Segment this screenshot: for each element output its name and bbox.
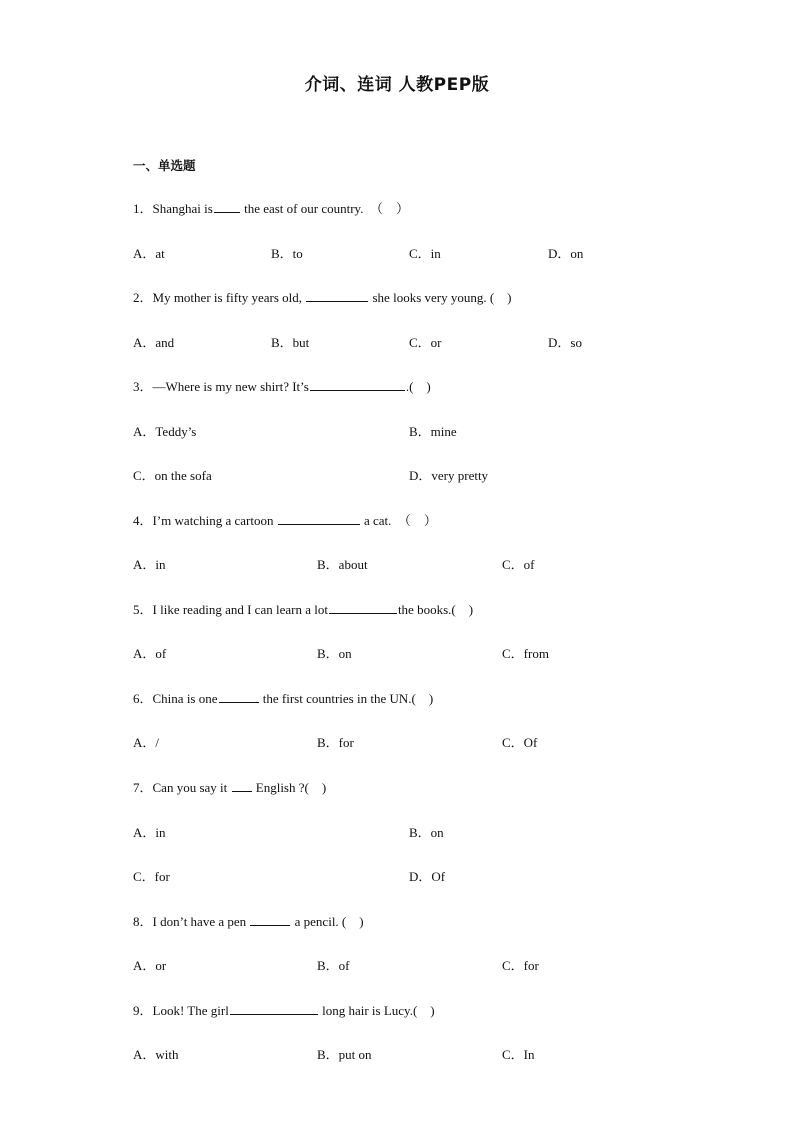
question-5: 5．I like reading and I can learn a lot the books.( ) — [133, 602, 474, 617]
option-b: B．put on — [317, 1047, 372, 1062]
option-a: A．with — [133, 1047, 179, 1062]
question-6: 6．China is one the first countries in the UN.( ) — [133, 691, 434, 706]
question-8: 8．I don’t have a pen a pencil. ( ) — [133, 914, 364, 929]
option-a: A．/ — [133, 735, 160, 750]
option-b: B．on — [317, 646, 352, 661]
option-c: C．of — [502, 557, 535, 572]
option-b: B．to — [271, 246, 303, 261]
question-1: 1．Shanghai is the east of our country. （ ） — [133, 201, 409, 216]
answer-blank — [250, 913, 290, 926]
answer-blank — [278, 512, 360, 525]
option-b: B．of — [317, 958, 350, 973]
question-3: 3．—Where is my new shirt? It’s .( ) — [133, 379, 431, 394]
option-b: B．for — [317, 735, 354, 750]
option-a: A．in — [133, 825, 166, 840]
option-a: A．or — [133, 958, 167, 973]
answer-blank — [214, 200, 240, 213]
option-c: C．for — [133, 869, 170, 884]
option-d: D．very pretty — [409, 468, 489, 483]
option-c: C．or — [409, 335, 442, 350]
question-9: 9．Look! The girl long hair is Lucy.( ) — [133, 1003, 435, 1018]
answer-blank — [230, 1002, 318, 1015]
option-b: B．on — [409, 825, 444, 840]
option-a: A．at — [133, 246, 165, 261]
option-a: A．and — [133, 335, 175, 350]
answer-blank — [310, 378, 405, 391]
section-heading: 一、单选题 — [133, 158, 196, 173]
question-4: 4．I’m watching a cartoon a cat. （ ） — [133, 513, 437, 528]
option-c: C．in — [409, 246, 441, 261]
option-b: B．mine — [409, 424, 457, 439]
option-c: C．for — [502, 958, 539, 973]
option-c: C．from — [502, 646, 549, 661]
option-a: A．in — [133, 557, 166, 572]
answer-blank — [329, 601, 397, 614]
option-b: B．but — [271, 335, 310, 350]
option-c: C．In — [502, 1047, 535, 1062]
option-a: A．of — [133, 646, 167, 661]
answer-blank — [219, 690, 259, 703]
question-2: 2．My mother is fifty years old, she looks very young. ( ) — [133, 290, 512, 305]
option-c: C．on the sofa — [133, 468, 212, 483]
option-a: A．Teddy’s — [133, 424, 197, 439]
option-d: D．so — [548, 335, 582, 350]
option-d: D．on — [548, 246, 584, 261]
option-c: C．Of — [502, 735, 538, 750]
answer-blank — [232, 779, 252, 792]
page-title: 介词、连词 人教PEP版 — [304, 75, 490, 95]
answer-blank — [306, 289, 368, 302]
question-7: 7．Can you say it English ?( ) — [133, 780, 327, 795]
option-d: D．Of — [409, 869, 446, 884]
option-b: B．about — [317, 557, 368, 572]
